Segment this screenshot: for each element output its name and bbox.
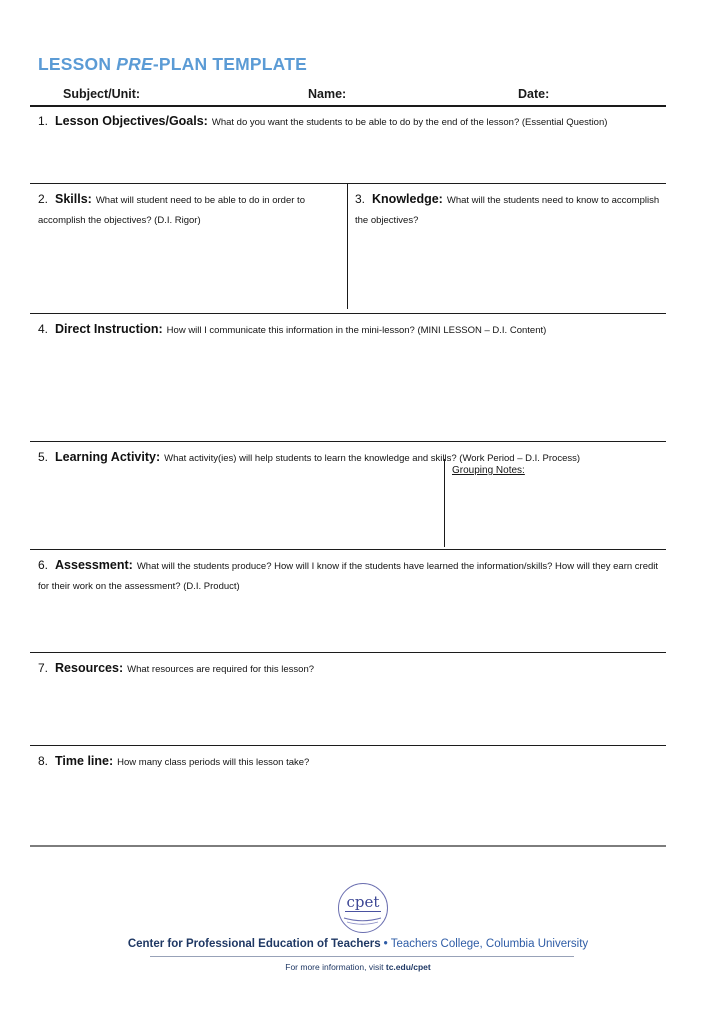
- section-title: Direct Instruction:: [55, 322, 163, 336]
- section-title: Learning Activity:: [55, 450, 161, 464]
- section-number: 5.: [38, 450, 49, 464]
- cpet-logo: [338, 883, 388, 933]
- section-title: Knowledge:: [372, 192, 443, 206]
- section-direct-instruction: [30, 313, 666, 441]
- section-assessment-heading: [30, 550, 666, 595]
- grouping-notes-label: Grouping Notes:: [452, 465, 525, 476]
- grouping-notes-box: [444, 459, 665, 547]
- section-skills-knowledge-row: [30, 183, 666, 313]
- section-time-line-heading: [30, 746, 666, 771]
- section-skills-heading: [30, 184, 347, 229]
- footer-info-text: For more information, visit: [285, 962, 386, 972]
- title-part-pre: PRE: [116, 54, 153, 74]
- section-skills: [30, 184, 347, 313]
- section-resources: [30, 652, 666, 745]
- footer-info-url: tc.edu/cpet: [385, 962, 431, 972]
- footer-divider-line: [150, 956, 574, 957]
- section-resources-heading: [30, 653, 666, 678]
- section-description: What will the students produce? How will I know if the students have learned the information/skills? How will they earn credit for their work on the assessment? (D.I. Product): [38, 561, 659, 592]
- section-direct-instruction-heading: [30, 314, 666, 339]
- cpet-logo-text: cpet: [346, 893, 380, 911]
- footer-organization-line: [0, 938, 716, 950]
- date-label: Date:: [518, 87, 550, 101]
- section-title: Skills:: [55, 192, 92, 206]
- section-title: Time line:: [55, 754, 114, 768]
- section-number: 1.: [38, 114, 49, 128]
- section-number: 7.: [38, 661, 49, 675]
- section-description: What activity(ies) will help students to learn the knowledge and skills? (Work Period – D.I. Process): [164, 453, 581, 464]
- footer-org-name: Center for Professional Education of Teachers: [127, 938, 381, 950]
- section-number: 3.: [355, 192, 366, 206]
- form-header-row: [30, 86, 666, 107]
- section-description: How many class periods will this lesson take?: [117, 757, 310, 768]
- subject-unit-label: Subject/Unit:: [63, 87, 141, 101]
- section-learning-activity: [30, 441, 666, 549]
- section-lesson-objectives-heading: [30, 106, 666, 131]
- section-knowledge: [347, 184, 666, 309]
- title-part-lesson: LESSON: [38, 54, 117, 74]
- section-description: What will student need to be able to do in order to accomplish the objectives? (D.I. Rigor): [38, 195, 305, 226]
- section-number: 6.: [38, 558, 49, 572]
- section-time-line: [30, 745, 666, 847]
- section-description: What resources are required for this lesson?: [127, 664, 315, 675]
- section-title: Assessment:: [55, 558, 133, 572]
- footer-info-line: [0, 962, 716, 972]
- footer-bullet-separator: •: [383, 938, 388, 950]
- footer-university-name: Teachers College, Columbia University: [390, 938, 589, 950]
- section-description: What will the students need to know to accomplish the objectives?: [355, 195, 660, 226]
- section-title: Resources:: [55, 661, 124, 675]
- section-number: 8.: [38, 754, 49, 768]
- section-number: 2.: [38, 192, 49, 206]
- section-knowledge-heading: [348, 184, 666, 229]
- section-number: 4.: [38, 322, 49, 336]
- name-label: Name:: [308, 87, 347, 101]
- cpet-logo-swoosh-icon: [342, 915, 383, 927]
- section-assessment: [30, 549, 666, 652]
- section-title: Lesson Objectives/Goals:: [55, 114, 208, 128]
- title-part-plan-template: -PLAN TEMPLATE: [152, 54, 307, 74]
- page-title: [38, 54, 307, 75]
- section-description: What do you want the students to be able to do by the end of the lesson? (Essential Question): [211, 117, 608, 128]
- section-description: How will I communicate this information in the mini-lesson? (MINI LESSON – D.I. Content): [166, 325, 547, 336]
- section-lesson-objectives: [30, 106, 666, 183]
